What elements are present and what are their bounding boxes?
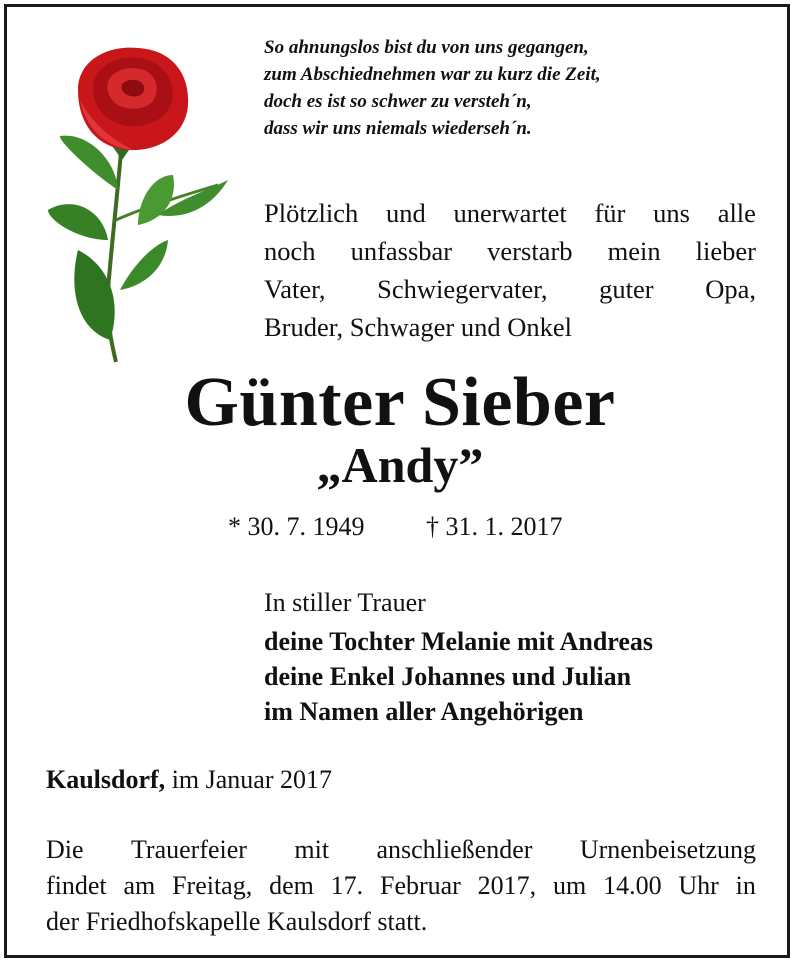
announcement-line: noch unfassbar verstarb mein lieber bbox=[264, 236, 756, 266]
red-rose-image bbox=[38, 40, 238, 365]
mourning-label: In stiller Trauer bbox=[264, 588, 426, 617]
service-line: findet am Freitag, dem 17. Februar 2017, um 14.00 Uhr in bbox=[46, 871, 756, 900]
poem-line: dass wir uns niemals wiederseh´n. bbox=[264, 118, 532, 139]
poem-line: So ahnungslos bist du von uns gegangen, bbox=[264, 37, 589, 58]
mourner-line: im Namen aller Angehörigen bbox=[264, 697, 584, 726]
announcement-text bbox=[264, 194, 756, 346]
service-line: Die Trauerfeier mit anschließender Urnenbeisetzung bbox=[46, 835, 756, 864]
birth-date: * 30. 7. 1949 bbox=[228, 512, 365, 541]
announcement-line: Plötzlich und unerwartet für uns alle bbox=[264, 198, 756, 228]
poem-verse bbox=[264, 34, 601, 142]
mourner-line: deine Enkel Johannes und Julian bbox=[264, 662, 632, 691]
place-town: Kaulsdorf, bbox=[46, 765, 166, 794]
service-line: der Friedhofskapelle Kaulsdorf statt. bbox=[46, 907, 428, 936]
funeral-service-info bbox=[46, 832, 756, 940]
deceased-nickname: „Andy” bbox=[316, 437, 484, 493]
mourner-line: deine Tochter Melanie mit Andreas bbox=[264, 627, 654, 656]
place-date: im Januar 2017 bbox=[165, 765, 332, 794]
mourners-list bbox=[264, 624, 653, 729]
poem-line: zum Abschiednehmen war zu kurz die Zeit, bbox=[264, 64, 601, 85]
announcement-line: Bruder, Schwager und Onkel bbox=[264, 312, 573, 342]
place-and-date bbox=[46, 763, 332, 797]
poem-line: doch es ist so schwer zu versteh´n, bbox=[264, 91, 532, 112]
death-date: † 31. 1. 2017 bbox=[426, 512, 563, 541]
announcement-line: Vater, Schwiegervater, guter Opa, bbox=[264, 274, 756, 304]
deceased-name: Günter Sieber bbox=[184, 364, 616, 441]
